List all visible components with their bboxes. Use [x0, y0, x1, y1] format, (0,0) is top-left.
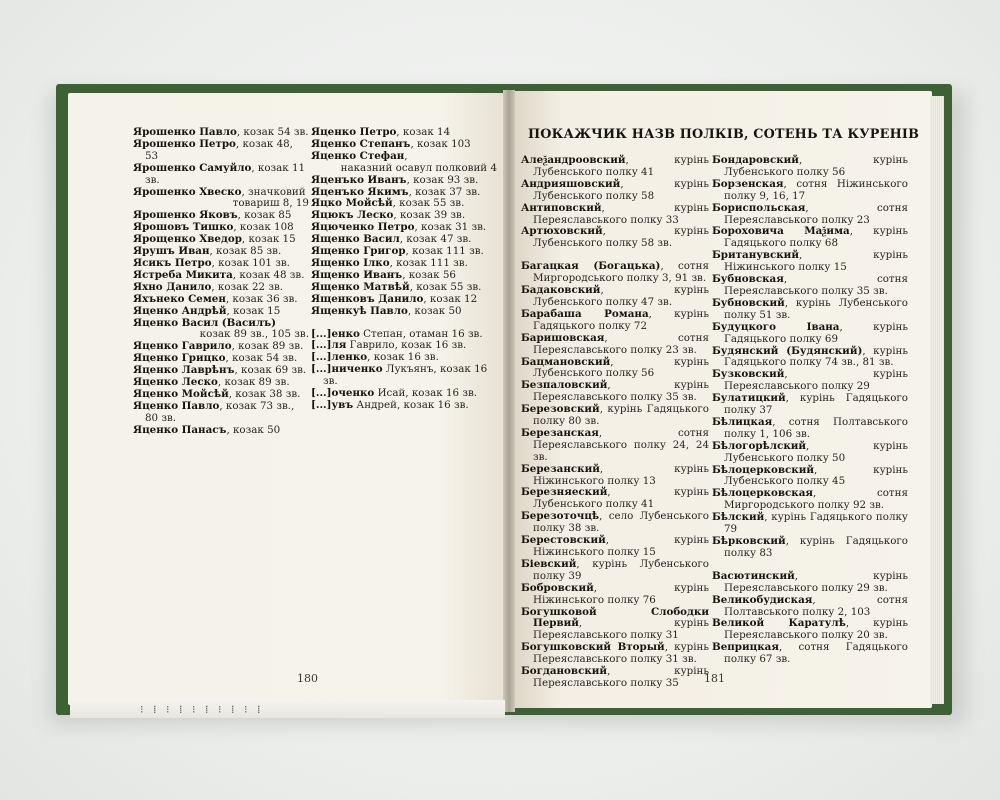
- entry-description: , козак 38 зв.: [228, 387, 301, 400]
- entry-name: Яценко Стефан: [311, 149, 405, 162]
- entry-name: Бузковский: [712, 368, 785, 381]
- index-entry: [712, 536, 908, 560]
- entry-name: Яценко Андрѣй: [133, 304, 227, 317]
- entry-name: Ярошенко Самуйло: [133, 161, 252, 174]
- index-entry: [521, 333, 709, 357]
- entry-description: , курінь Лубенського полку 56: [724, 154, 908, 178]
- index-entry: [521, 642, 709, 666]
- entry-name: Яцюченко Петро: [311, 221, 415, 234]
- index-entry: [133, 425, 309, 437]
- entry-name: Британувский: [712, 249, 799, 262]
- entry-description: , козак 73 зв., 80 зв.: [145, 399, 295, 424]
- index-entry: [311, 364, 497, 388]
- index-entry: [521, 203, 709, 227]
- entry-name: Бубновский: [712, 296, 785, 309]
- entry-name: Яценко Васил (Василъ): [133, 316, 276, 329]
- entry-name: [...]оченко: [311, 387, 375, 400]
- index-entry: [133, 139, 309, 163]
- entry-description: , курінь Лубенського полку 50: [724, 439, 908, 464]
- entry-description: , курінь Лубенського полку 39: [533, 557, 709, 582]
- bottom-strip-text: ⁝ ⁞ ⁝ ⁞ ⁝ ⁞ ⁝ ⁞ ⁝ ⁞: [140, 703, 264, 716]
- entry-name: Багацкая (Богацька): [521, 260, 661, 273]
- index-entry: [712, 441, 908, 465]
- entry-description: Андрей, козак 16 зв.: [353, 398, 469, 411]
- index-entry: [712, 571, 908, 595]
- index-entry: [133, 163, 309, 187]
- entry-description: , курінь Переяславського полку 31 зв.: [533, 641, 709, 666]
- entry-description: , козак 50: [407, 304, 462, 317]
- index-entry: [521, 155, 709, 179]
- entry-name: Бѣлоцерковский: [712, 463, 814, 476]
- index-entry: [521, 607, 709, 643]
- entry-description: , курінь Ніжинського полку 76: [533, 581, 709, 606]
- index-entry: [521, 226, 709, 250]
- entry-description: , курінь Ніжинського полку 15: [724, 249, 908, 274]
- entry-description: , козак 37 зв.: [408, 185, 481, 198]
- entry-description: , курінь Переяславського полку 29 зв.: [724, 569, 908, 594]
- entry-description: , курінь Гадяцького полку 74 зв., 81 зв.: [724, 344, 908, 369]
- entry-name: Яценко Грицко: [133, 352, 226, 365]
- entry-description: , козак 12: [423, 292, 478, 305]
- entry-name: Бадаковский: [521, 284, 601, 297]
- index-entry: [712, 250, 908, 274]
- entry-name: Ярощенко Хведор: [133, 233, 242, 246]
- page-edges: [930, 96, 944, 704]
- index-entry: [521, 428, 709, 464]
- entry-description: , курінь Гадяцького полку 79: [724, 511, 908, 536]
- entry-name: Ярошенко Павло: [133, 126, 237, 138]
- entry-description: , село Лубенського полку 38 зв.: [533, 510, 709, 535]
- entry-description: , козак 108: [233, 221, 294, 234]
- entry-name: [...]увъ: [311, 398, 354, 411]
- entry-description: , козак 48, 53: [145, 137, 293, 162]
- entry-description: , козак 15: [241, 233, 296, 246]
- entry-name: Барабаша Романа: [521, 307, 649, 320]
- index-entry: [712, 618, 908, 642]
- entry-name: Будуцкого Івана: [712, 320, 840, 333]
- entry-name: Яценко Панасъ: [133, 423, 227, 436]
- entry-name: Бѣлицкая: [712, 415, 773, 428]
- entry-description: Лукъянъ, козак 16 зв.: [323, 363, 488, 388]
- right-page-column-2: [712, 155, 908, 666]
- index-entry: [521, 261, 709, 285]
- index-entry: [712, 369, 908, 393]
- entry-name: Будянский (Будянский): [712, 344, 863, 357]
- entry-description: , козак 89 зв.: [217, 376, 290, 389]
- entry-name: Ярошенко Петро: [133, 137, 236, 150]
- entry-description: , сотня Переяславського полку 24, 24 зв.: [533, 426, 709, 463]
- entry-description: , козак 31 зв.: [414, 221, 487, 234]
- entry-description: , козак 47 зв.: [399, 233, 472, 246]
- entry-name: Березоточцѣ: [521, 510, 600, 523]
- entry-description: , курінь Переяславського полку 20 зв.: [724, 617, 908, 642]
- entry-name: Бѣлский: [712, 511, 765, 524]
- entry-name: Безпаловский: [521, 379, 608, 392]
- entry-name: Яцюкъ Леско: [311, 209, 394, 222]
- entry-description: ,: [404, 149, 408, 162]
- entry-description: , курінь Гадяцького полку 83: [724, 535, 908, 559]
- index-entry: [521, 380, 709, 404]
- entry-description: , козак 56: [402, 268, 456, 281]
- entry-name: Бубновская: [712, 273, 784, 286]
- entry-name: Яценко Мойсѣй: [133, 387, 229, 400]
- entry-description: , козак 16 зв.: [367, 351, 439, 364]
- entry-name: Яценко Леско: [133, 376, 218, 389]
- entry-description: , сотня Гадяцького полку 67 зв.: [724, 641, 908, 666]
- entry-name: Васютинский: [712, 569, 795, 582]
- entry-description: , сотня Миргородського полку 3, 91 зв.: [533, 260, 709, 285]
- entry-description: , курінь Переяславського полку 35 зв.: [533, 379, 709, 404]
- entry-name: Ярошенко Яковъ: [133, 209, 238, 222]
- index-entry: [712, 393, 908, 417]
- entry-name: Яценко Гаврило: [133, 340, 232, 353]
- entry-name: Березанский: [521, 462, 600, 475]
- index-entry: [712, 512, 908, 536]
- entry-description: , козак 55 зв.: [409, 280, 482, 293]
- entry-description: , сотня Ніжинського полку 9, 16, 17: [724, 177, 908, 202]
- entry-description: , сотня Переяславського полку 23: [724, 201, 908, 226]
- entry-name: Бобровский: [521, 581, 594, 594]
- entry-description: , курінь Гадяцького полку 37: [724, 392, 908, 417]
- entry-name: [...]енко: [311, 327, 360, 340]
- index-entry: [521, 535, 709, 559]
- entry-continuation: товариш 8, 19: [232, 197, 309, 210]
- left-page-column-1: [133, 127, 309, 437]
- entry-description: , козак 54 зв.: [225, 352, 298, 365]
- entry-description: , козак 39 зв.: [393, 209, 466, 222]
- entry-description: , козак 22 зв.: [211, 280, 284, 293]
- entry-name: Антиповский: [521, 201, 602, 214]
- index-entry: [311, 151, 497, 175]
- entry-name: Ярошовъ Тишко: [133, 221, 234, 234]
- entry-name: Бацмановский: [521, 355, 611, 368]
- index-entry: [712, 346, 908, 370]
- index-entry: [133, 318, 309, 342]
- index-entry: [712, 226, 908, 250]
- entry-name: [...]ля: [311, 339, 347, 352]
- page-number-left: 180: [297, 672, 318, 685]
- index-entry: [311, 400, 497, 412]
- index-entry: [712, 417, 908, 441]
- entry-description: , козак 14: [396, 126, 451, 138]
- entry-description: , сотня Полтавського полку 1, 106 зв.: [724, 415, 908, 440]
- index-entry: [521, 404, 709, 428]
- entry-description: , козак 111 зв.: [389, 256, 468, 269]
- entry-name: Алеѯандроовский: [521, 154, 626, 166]
- index-entry: [712, 322, 908, 346]
- entry-name: Бориспольская: [712, 201, 806, 214]
- entry-description: , курінь Переяславського полку 33: [533, 201, 709, 226]
- entry-description: , курінь Лубенського полку 41: [533, 154, 709, 178]
- entry-name: Великобудиская: [712, 593, 813, 606]
- entry-description: , курінь Гадяцького полку 68: [724, 225, 908, 250]
- index-entry: [712, 274, 908, 298]
- entry-description: Исай, козак 16 зв.: [374, 387, 478, 400]
- entry-name: Богушковой Слободки Первий: [521, 605, 709, 630]
- index-entry: [712, 642, 908, 666]
- entry-description: , курінь Лубенського полку 58 зв.: [533, 225, 709, 250]
- index-entry: [521, 357, 709, 381]
- entry-name: Ященко Иванъ: [311, 268, 403, 281]
- index-entry: [521, 179, 709, 203]
- index-entry: [521, 464, 709, 488]
- entry-name: Яценко Степанъ: [311, 137, 411, 150]
- entry-name: Біевский: [521, 557, 577, 570]
- entry-description: , курінь Лубенського полку 58: [533, 177, 709, 202]
- entry-description: , курінь Переяславського полку 31: [533, 617, 709, 642]
- index-entry: [133, 187, 309, 211]
- index-entry: [712, 465, 908, 489]
- entry-description: , курінь Гадяцького полку 80 зв.: [533, 403, 709, 428]
- entry-name: Ященко Васил: [311, 233, 400, 246]
- entry-description: Степан, отаман 16 зв.: [359, 327, 483, 340]
- entry-description: , курінь Ніжинського полку 13: [533, 462, 709, 487]
- index-entry: [712, 179, 908, 203]
- entry-name: Яцко Мойсѣй: [311, 197, 393, 210]
- entry-description: , курінь Переяславського полку 29: [724, 368, 908, 393]
- index-entry: [521, 511, 709, 535]
- entry-description: , козак 50: [226, 423, 281, 436]
- entry-continuation: наказний осавул полковий 4: [340, 161, 497, 174]
- entry-name: Великой Каратулѣ: [712, 617, 846, 630]
- entry-name: Яценъко Якимъ: [311, 185, 409, 198]
- entry-description: , козак 55 зв.: [392, 197, 465, 210]
- entry-description: , сотня Полтавського полку 2, 103: [724, 593, 908, 618]
- entry-name: Ященко Ілко: [311, 256, 390, 269]
- entry-name: Баришовская: [521, 331, 605, 344]
- book-gutter: [503, 90, 515, 712]
- entry-name: Ярушъ Иван: [133, 245, 210, 258]
- entry-description: , козак 85: [237, 209, 292, 222]
- index-entry: [712, 203, 908, 227]
- entry-name: Бѣлоцерковская: [712, 487, 813, 500]
- entry-continuation: козак 89 зв., 105 зв.: [199, 328, 309, 341]
- entry-name: Ястреба Микита: [133, 268, 233, 281]
- index-entry: [712, 595, 908, 619]
- entry-name: Берестовский: [521, 534, 606, 547]
- entry-name: Булатицкий: [712, 392, 786, 405]
- entry-description: , козак 89 зв.: [231, 340, 304, 353]
- entry-name: Яценъко Иванъ: [311, 173, 407, 186]
- entry-name: Бѣлогорѣлский: [712, 439, 807, 452]
- entry-description: , козак 11 зв.: [145, 161, 306, 186]
- entry-name: Яценко Петро: [311, 126, 397, 138]
- right-page-column-1: [521, 155, 709, 690]
- index-entry: [521, 666, 709, 690]
- index-entry: [521, 309, 709, 333]
- entry-description: Гаврило, козак 16 зв.: [346, 339, 467, 352]
- index-entry: [311, 306, 497, 318]
- index-entry: [712, 155, 908, 179]
- entry-name: Артюховский: [521, 225, 603, 238]
- entry-name: Ященковъ Данило: [311, 292, 424, 305]
- entry-description: , козак 111 зв.: [405, 245, 484, 258]
- entry-name: Богдановский: [521, 665, 608, 678]
- entry-description: , курінь Лубенського полку 51 зв.: [724, 296, 908, 321]
- entry-name: Ященкуѣ Павло: [311, 304, 408, 317]
- index-entry: [521, 583, 709, 607]
- entry-name: Бороховича Маѯима: [712, 225, 850, 238]
- entry-description: , курінь Лубенського полку 45: [724, 463, 908, 488]
- entry-name: Яхно Данило: [133, 280, 212, 293]
- index-entry: [521, 487, 709, 511]
- index-entry: [712, 298, 908, 322]
- entry-name: Ярошенко Хвеско: [133, 185, 242, 198]
- entry-name: Веприцкая: [712, 641, 779, 654]
- entry-name: Яценко Лаврѣнъ: [133, 364, 235, 377]
- entry-description: , козак 69 зв.: [234, 364, 307, 377]
- entry-name: Березняеский: [521, 486, 608, 499]
- entry-description: , козак 85 зв.: [209, 245, 282, 258]
- entry-name: [...]ниченко: [311, 363, 383, 376]
- index-entry: [521, 285, 709, 309]
- entry-description: , сотня Переяславського полку 23 зв.: [533, 331, 709, 356]
- entry-description: , козак 93 зв.: [406, 173, 479, 186]
- entry-name: Борзенская: [712, 177, 784, 190]
- entry-name: Бондаровский: [712, 154, 799, 166]
- entry-name: Ясикъ Петро: [133, 256, 212, 269]
- entry-name: Бѣрковский: [712, 535, 786, 547]
- page-number-right: 181: [704, 672, 725, 685]
- entry-name: [...]ленко: [311, 351, 368, 364]
- entry-description: , козак 103: [410, 137, 471, 150]
- left-page-column-2: [311, 127, 497, 412]
- entry-name: Березанская: [521, 426, 599, 439]
- index-entry: [712, 488, 908, 512]
- entry-description: , курінь Лубенського полку 56: [533, 355, 709, 380]
- entry-description: , курінь Переяславського полку 35: [533, 665, 709, 689]
- entry-description: , козак 54 зв.: [236, 126, 309, 138]
- entry-name: Яценко Павло: [133, 399, 220, 412]
- entry-description: , козак 15: [226, 304, 281, 317]
- entry-description: , козак 101 зв.: [211, 256, 290, 269]
- entry-name: Березовский: [521, 403, 600, 416]
- section-title: ПОКАЖЧИК НАЗВ ПОЛКІВ, СОТЕНЬ ТА КУРЕНІВ: [528, 127, 920, 142]
- entry-name: Богушковский Вторый: [521, 641, 665, 654]
- entry-name: Яхънеко Семен: [133, 292, 226, 305]
- entry-name: Андрияшовский: [521, 177, 621, 190]
- index-entry: [521, 559, 709, 583]
- entry-description: , значковий: [241, 185, 306, 198]
- entry-description: , козак 48 зв.: [232, 268, 305, 281]
- entry-description: , курінь Лубенського полку 47 зв.: [533, 284, 709, 308]
- entry-description: , курінь Гадяцького полку 72: [533, 307, 709, 332]
- entry-name: Ященко Матвѣй: [311, 280, 410, 293]
- entry-description: , курінь Гадяцького полку 69: [724, 320, 908, 345]
- entry-description: , курінь Ніжинського полку 15: [533, 534, 709, 558]
- index-entry: [133, 401, 309, 425]
- entry-description: , сотня Миргородського полку 92 зв.: [724, 487, 908, 512]
- entry-description: , козак 36 зв.: [225, 292, 298, 305]
- entry-name: Ященко Григор: [311, 245, 406, 258]
- entry-description: , сотня Переяславського полку 35 зв.: [724, 273, 908, 297]
- entry-description: , курінь Лубенського полку 41: [533, 486, 709, 511]
